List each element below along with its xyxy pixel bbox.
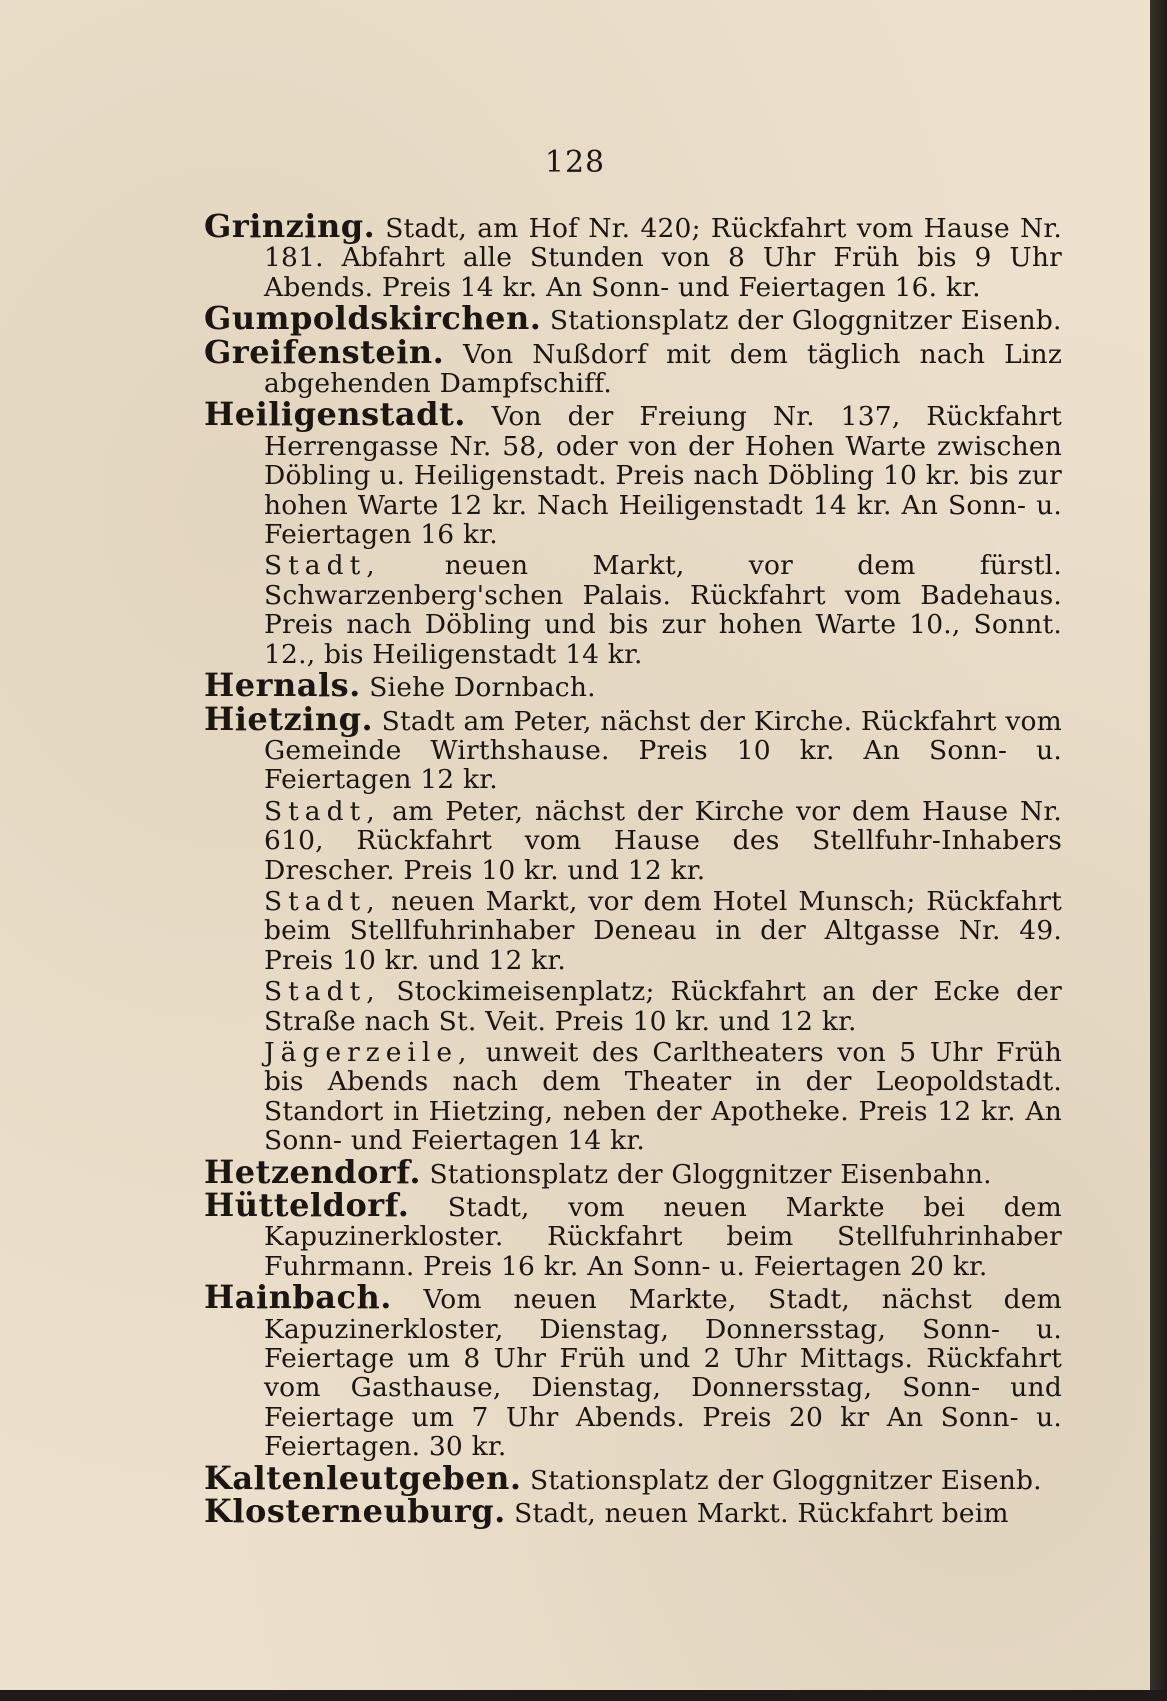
sub-text: Stockimeisenplatz; Rückfahrt an der Ecke der Straße nach St. Veit. Preis 10 kr. und 12 kr. xyxy=(264,976,1062,1037)
sub-lead: Stadt, xyxy=(264,976,381,1008)
entry-heading: Klosterneuburg. xyxy=(204,1492,506,1531)
entry-heading: Kaltenleutgeben. xyxy=(204,1458,522,1497)
sub-text: am Peter, nächst der Kirche vor dem Hause Nr. 610, Rückfahrt vom Hause des Stellfuhr-Inhabers Drescher. Preis 10 kr. und 12 kr. xyxy=(264,795,1062,886)
sub-text: unweit des Carltheaters von 5 Uhr Früh bis Abends nach dem Theater in der Leopoldstadt. Standort in Hietzing, neben der Apotheke. Preis 12 kr. An Sonn- und Feiertagen 14 kr. xyxy=(264,1036,1062,1157)
entry-klosterneuburg xyxy=(204,1492,1062,1531)
entry-sub xyxy=(204,977,1062,1036)
sub-lead: Stadt, xyxy=(264,795,381,827)
entry-grinzing xyxy=(204,207,1062,303)
entry-text: Stadt, am Hof Nr. 420; Rückfahrt vom Hause Nr. 181. Abfahrt alle Stunden von 8 Uhr Früh bis 9 Uhr Abends. Preis 14 kr. An Sonn- und Feiertagen 16. kr. xyxy=(264,213,1062,303)
entry-heading: Hernals. xyxy=(204,666,361,705)
entry-sub xyxy=(204,887,1062,975)
entry-text: Stadt, neuen Markt. Rückfahrt beim xyxy=(514,1498,1009,1530)
entry-text: Stadt am Peter, nächst der Kirche. Rückfahrt vom Gemeinde Wirthshause. Preis 10 kr. An Sonn- u. Feiertagen 12 kr. xyxy=(264,705,1062,796)
entry-sub xyxy=(204,551,1062,669)
entry-text: Stadt, vom neuen Markte bei dem Kapuzinerkloster. Rückfahrt beim Stellfuhrinhaber Fuhrmann. Preis 16 kr. An Sonn- u. Feiertagen 20 kr. xyxy=(264,1192,1062,1282)
entry-sub xyxy=(204,797,1062,885)
entry-gumpoldskirchen xyxy=(204,299,1062,338)
entry-greifenstein xyxy=(204,332,1062,400)
entry-heiligenstadt xyxy=(204,395,1062,551)
entry-heading: Grinzing. xyxy=(204,207,376,245)
entry-hetzendorf xyxy=(204,1152,1062,1191)
entry-kaltenleutgeben xyxy=(204,1458,1062,1497)
page-number: 128 xyxy=(544,145,606,180)
entry-hainbach xyxy=(204,1278,1062,1463)
page-content xyxy=(204,207,1062,1531)
sub-lead: Jägerzeile, xyxy=(264,1036,473,1068)
entry-text: Stationsplatz der Gloggnitzer Eisenbahn. xyxy=(429,1158,992,1190)
entry-hietzing xyxy=(204,699,1062,796)
entry-sub xyxy=(204,1038,1062,1156)
entry-text: Siehe Dornbach. xyxy=(369,672,596,704)
sub-lead: Stadt, xyxy=(264,550,381,582)
entry-text: Von Nußdorf mit dem täglich nach Linz abgehenden Dampfschiff. xyxy=(264,338,1062,400)
entry-text: Von der Freiung Nr. 137, Rückfahrt Herrengasse Nr. 58, oder von der Hohen Warte zwischen Döbling u. Heiligenstadt. Preis nach Döbling 10 kr. bis zur hohen Warte 12 kr. Nach Heiligenstadt 14 kr. An Sonn- u. Feiertagen 16 kr. xyxy=(264,401,1062,551)
book-gutter-edge xyxy=(1150,0,1167,1701)
entry-heading: Hainbach. xyxy=(204,1278,392,1317)
sub-lead: Stadt, xyxy=(264,885,381,917)
entry-text: Stationsplatz der Gloggnitzer Eisenb. xyxy=(529,1464,1042,1496)
entry-hernals xyxy=(204,666,1062,705)
entry-heading: Gumpoldskirchen. xyxy=(204,299,542,338)
entry-huetteldorf xyxy=(204,1186,1062,1282)
entry-heading: Heiligenstadt. xyxy=(204,395,466,434)
entry-heading: Hetzendorf. xyxy=(204,1152,422,1191)
entry-heading: Hütteldorf. xyxy=(204,1186,410,1224)
entry-heading: Greifenstein. xyxy=(204,332,445,371)
entry-text: Stationsplatz der Gloggnitzer Eisenb. xyxy=(549,305,1062,337)
sub-text: neuen Markt, vor dem fürstl. Schwarzenberg'schen Palais. Rückfahrt vom Badehaus. Preis nach Döbling und bis zur hohen Warte 10., Sonnt. 12., bis Heiligenstadt 14 kr. xyxy=(264,550,1062,670)
entry-heading: Hietzing. xyxy=(204,699,374,738)
book-bottom-edge xyxy=(0,1690,1167,1701)
sub-text: neuen Markt, vor dem Hotel Munsch; Rückfahrt beim Stellfuhrinhaber Deneau in der Altgasse Nr. 49. Preis 10 kr. und 12 kr. xyxy=(264,885,1062,976)
entry-text: Vom neuen Markte, Stadt, nächst dem Kapuzinerkloster, Dienstag, Donnersstag, Sonn- u. Feiertage um 8 Uhr Früh und 2 Uhr Mittags. Rückfahrt vom Gasthause, Dienstag, Donnersstag, Sonn- und Feiertage um 7 Uhr Abends. Preis 20 kr An Sonn- u. Feiertagen. 30 kr. xyxy=(264,1284,1062,1463)
